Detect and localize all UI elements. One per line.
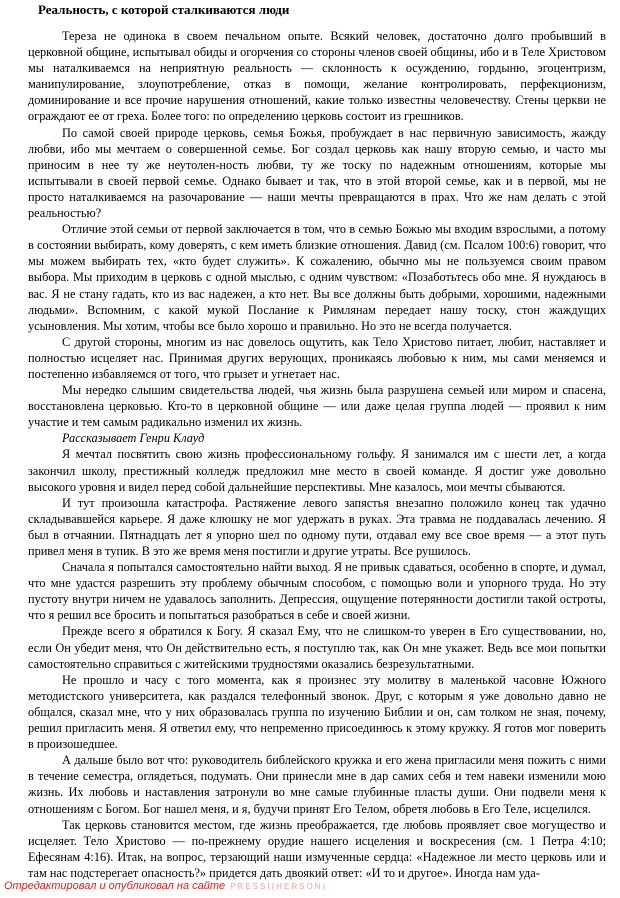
paragraph-7: Я мечтал посвятить свою жизнь профессиональному гольфу. Я занимался им с шести лет, а когда закончил школу, престижный колледж предложил мне место в своей команде. Я достиг уже довольно высокого уровня и видел перед собой дальнейшие перспективы. Мне казалось, мои мечты сбываются.: [28, 447, 606, 494]
story-byline: Рассказывает Генри Клауд: [62, 431, 205, 446]
site-credit-footer: [4, 880, 616, 892]
paragraph-8: И тут произошла катастрофа. Растяжение левого запястья внезапно положило конец так удачно складывавшейся карьере. Я даже клюшку не мог удержать в руках. Эта травма не поддавалась лечению. Я был в отчаянии. Пятнадцать лет я упорно шел по одному пути, отдавал ему все свое время — а этот путь привел меня в тупик. В это же время меня постигли и другие утраты. Все рушилось.: [28, 495, 606, 558]
paragraph-11: Не прошло и часу с того момента, как я произнес эту молитву в маленькой часовне Южного методистского университета, как раздался телефонный звонок. Друг, с которым я уже довольно давно не общался, сказал мне, что у них образовалась группа по изучению Библии и он, сам толком не зная, почему, решил пригласить меня. Я ответил ему, что непременно присоединюсь к этому кружку. Я готов мог поверить в произошедшее.: [28, 672, 606, 752]
paragraph-12: А дальше было вот что: руководитель библейского кружка и его жена пригласили меня пожить с ними в течение семестра, оглядеться, подумать. Они принесли мне в дар самих себя и тем навеки изменили мою жизнь. Их любовь и наставления затронули во мне самые глубинные пласты души. Они подвели меня к отношениям с Богом. Бог нашел меня, и я, будучи принят Его Телом, обретя любовь в Его Теле, исцелился.: [28, 753, 606, 816]
paragraph-1: Тереза не одинока в своем печальном опыте. Всякий человек, достаточно долго пробывший в церковной общине, испытывал обиды и огорчения со стороны членов своей общины, ибо и в Теле Христовом мы наталкиваемся на неприятную реальность — склонность к осуждению, гордыню, эгоцентризм, манипулирование, злоупотребление, отказ в помощи, желание контролировать, перфекционизм, доминирование и все прочие нарушения отношений, какие только известны человечеству. Стены церкви не ограждают ее от греха. Более того: по определению церковь состоит из грешников.: [28, 29, 606, 124]
site-brand[interactable]: PRESSI(HERSON): [230, 882, 328, 891]
paragraph-2: По самой своей природе церковь, семья Божья, пробуждает в нас первичную зависимость, жажду любви, ибо мы мечтаем о совершенной семье. Бог создал церковь как нашу вторую семью, и часто мы приносим в нее ту же неутолен-ность любви, ту же тоску по надежным отношениям, которые мы испытывали в своей первой семье. Однако бывает и так, что в этой второй семье, как и в первой, мы не просто наталкиваемся на разочарование — наши мечты превращаются в прах. Что же нам делать с этой реальностью?: [28, 125, 606, 221]
paragraph-3: Отличие этой семьи от первой заключается в том, что в семью Божью мы входим взрослыми, а потому в состоянии выбирать, кому доверять, с кем иметь близкие отношения. Давид (см. Псалом 100:6) говорит, что мы можем выбирать тех, «кто будет служить». К сожалению, обычно мы не пользуемся своим правом выбора. Мы приходим в церковь с одной мыслью, с одним чувством: «Позаботьтесь обо мне. Я нуждаюсь в вас. Я не стану гадать, кто из вас надежен, а кто нет. Вы все должны быть добрыми, хорошими, надежными людьми». Вспомним, с какой мукой Послание к Римлянам передает нашу тоску, стон жаждущих усыновления. Мы хотим, чтобы все было хорошо и правильно. Но это не всегда получается.: [28, 222, 606, 333]
section-heading: Реальность, с которой сталкиваются люди: [38, 2, 290, 17]
credit-text: Отредактировал и опубликовал на сайте: [4, 880, 226, 892]
paragraph-9: Сначала я попытался самостоятельно найти выход. Я не привык сдаваться, особенно в спорте, и думал, что мне удастся разрешить эту проблему обычным способом, с помощью воли и упорного труда. Но эту пустоту внутри ничем не удавалось заполнить. Депрессия, ощущение потерянности достигли такой остроты, что я решил все бросить и попытаться разобраться в себе и своей жизни.: [28, 560, 606, 623]
paragraph-10: Прежде всего я обратился к Богу. Я сказал Ему, что не слишком-то уверен в Его существовании, но, если Он убедит меня, что Он действительно есть, я поступлю так, как Он мне укажет. Ведь все мои попытки самостоятельно справиться с житейскими трудностями оказались безрезультатными.: [28, 624, 606, 671]
paragraph-13: Так церковь становится местом, где жизнь преображается, где любовь проявляет свое могущество и исцеляет. Тело Христово — по-прежнему орудие нашего исцеления и воскресения (см. 1 Петра 4:10; Ефесянам 4:16). Итак, на вопрос, терзающий наши измученные сердца: «Надежное ли место церковь или и там нас подстерегает опасность?» придется дать двоякий ответ: «И то и другое». Иногда нам уда-: [28, 817, 606, 880]
paragraph-5: Мы нередко слышим свидетельства людей, чья жизнь была разрушена семьей или миром и спасена, восстановлена церковью. Кто-то в церковной общине — или даже целая группа людей — проявил к ним участие и тем самым радикально изменил их жизнь.: [28, 383, 606, 430]
paragraph-4: С другой стороны, многим из нас довелось ощутить, как Тело Христово питает, любит, наставляет и полностью исцеляет нас. Принимая других верующих, проникаясь любовью к ним, мы сами меняемся и постепенно избавляемся от того, что грызет и угнетает нас.: [28, 334, 606, 381]
document-page: [28, 0, 606, 881]
